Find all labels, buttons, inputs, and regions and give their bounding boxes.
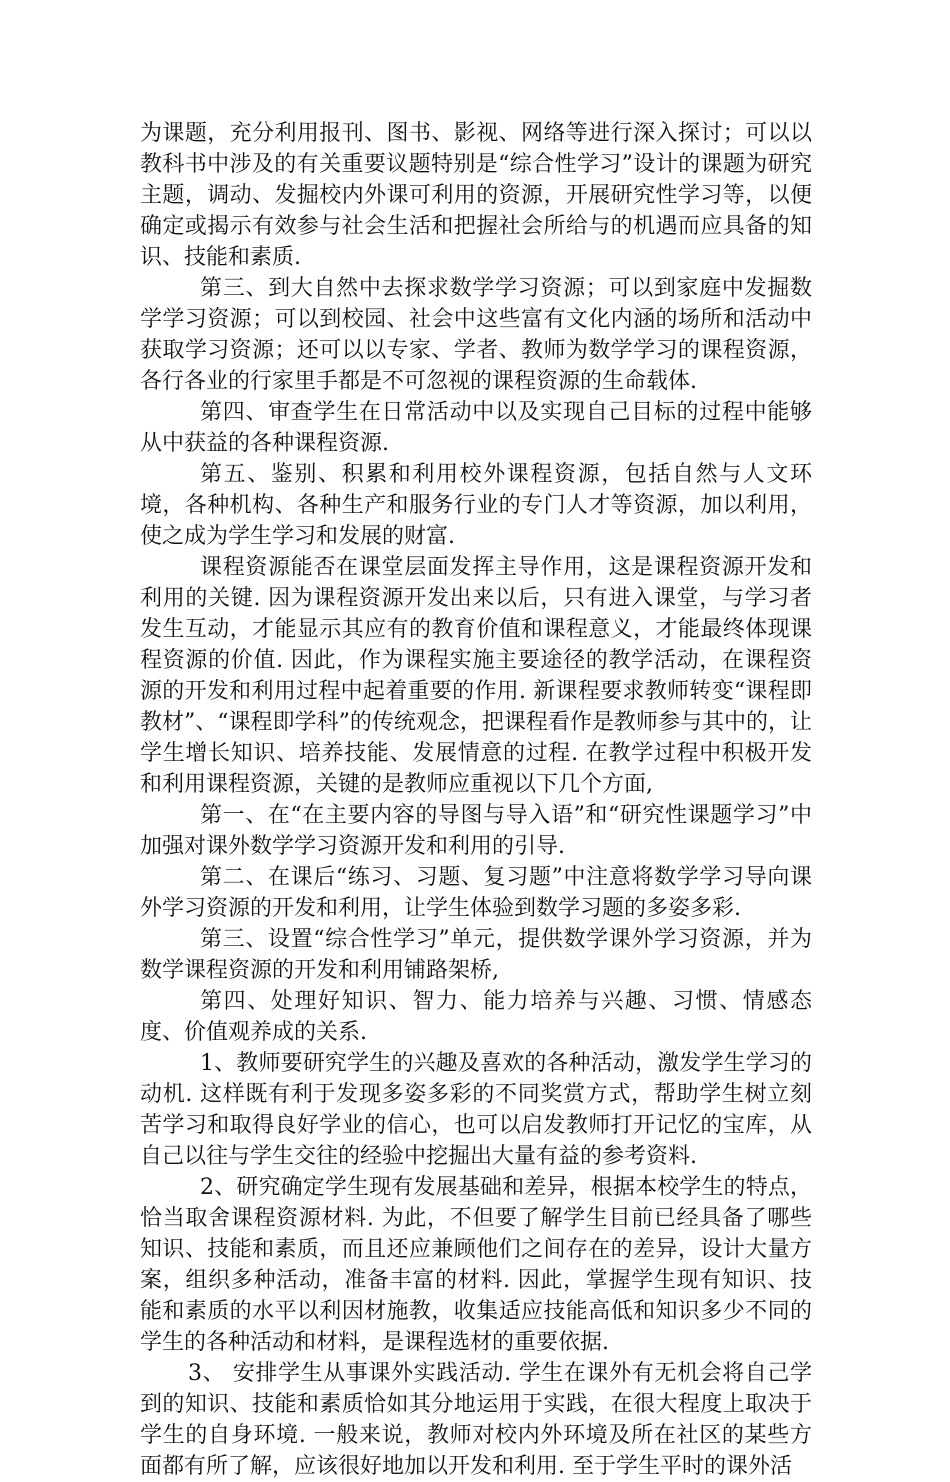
paragraph-classroom-role: 课程资源能否在课堂层面发挥主导作用，这是课程资源开发和利用的关键. 因为课程资源开发出来以后，只有进入课堂，与学习者发生互动，才能显示其应有的教育价值和课程意义，才能最终体现课程资源的价值. 因此，作为课程实施主要途径的教学活动，在课程资源的开发和利用过程中起着重要的作用. 新课程要求教师转变“课程即教材”、“课程即学科”的传统观念，把课程看作是教师参与其中的，让学生增长知识、培养技能、发展情意的过程. 在教学过程中积极开发和利用课程资源，关键的是教师应重视以下几个方面, <box>140 555 812 797</box>
paragraph-second-exercises: 第二、在课后“练习、习题、复习题”中注意将数学学习导向课外学习资源的开发和利用，让学生体验到数学习题的多姿多彩. <box>140 865 812 921</box>
paragraph-third-point-nature: 第三、到大自然中去探求数学学习资源；可以到家庭中发掘数学学习资源；可以到校园、社会中这些富有文化内涵的场所和活动中获取学习资源；还可以以专家、学者、教师为数学学习的课程资源，各行各业的行家里手都是不可忽视的课程资源的生命载体. <box>140 276 812 394</box>
paragraph-item-2: 2、研究确定学生现有发展基础和差异，根据本校学生的特点，恰当取舍课程资源材料. 为此，不但要了解学生目前已经具备了哪些知识、技能和素质，而且还应兼顾他们之间存在的差异，设计大量方案，组织多种活动，准备丰富的材料. 因此，掌握学生现有知识、技能和素质的水平以利因材施教，收集适应技能高低和知识多少不同的学生的各种活动和材料，是课程选材的重要依据. <box>140 1175 812 1355</box>
paragraph-fourth-point-review: 第四、审查学生在日常活动中以及实现自己目标的过程中能够从中获益的各种课程资源. <box>140 400 812 456</box>
paragraph-first-guide: 第一、在“在主要内容的导图与导入语”和“研究性课题学习”中加强对课外数学学习资源开发和利用的引导. <box>140 803 812 859</box>
paragraph-third-integrated: 第三、设置“综合性学习”单元，提供数学课外学习资源，并为数学课程资源的开发和利用铺路架桥, <box>140 927 812 983</box>
paragraph-item-1: 1、教师要研究学生的兴趣及喜欢的各种活动，激发学生学习的动机. 这样既有利于发现多姿多彩的不同奖赏方式，帮助学生树立刻苦学习和取得良好学业的信心，也可以启发教师打开记忆的宝库，从自己以往与学生交往的经验中挖掘出大量有益的参考资料. <box>140 1051 812 1169</box>
paragraph-item-3: 3、 安排学生从事课外实践活动. 学生在课外有无机会将自己学到的知识、技能和素质恰如其分地运用于实践，在很大程度上取决于学生的自身环境. 一般来说，教师对校内外环境及所在社区的某些方面都有所了解，应该很好地加以开发和利用. 至于学生平时的课外活 <box>140 1361 812 1479</box>
body-text <box>140 118 812 1482</box>
paragraph-fifth-point-identify: 第五、鉴别、积累和利用校外课程资源，包括自然与人文环境，各种机构、各种生产和服务行业的专门人才等资源，加以利用，使之成为学生学习和发展的财富. <box>140 462 812 549</box>
paragraph-fourth-balance: 第四、处理好知识、智力、能力培养与兴趣、习惯、情感态度、价值观养成的关系. <box>140 989 812 1045</box>
paragraph-continuation: 为课题，充分利用报刊、图书、影视、网络等进行深入探讨；可以以教科书中涉及的有关重要议题特别是“综合性学习”设计的课题为研究主题，调动、发掘校内外课可利用的资源，开展研究性学习等，以便确定或揭示有效参与社会生活和把握社会所给与的机遇而应具备的知识、技能和素质. <box>140 121 812 270</box>
